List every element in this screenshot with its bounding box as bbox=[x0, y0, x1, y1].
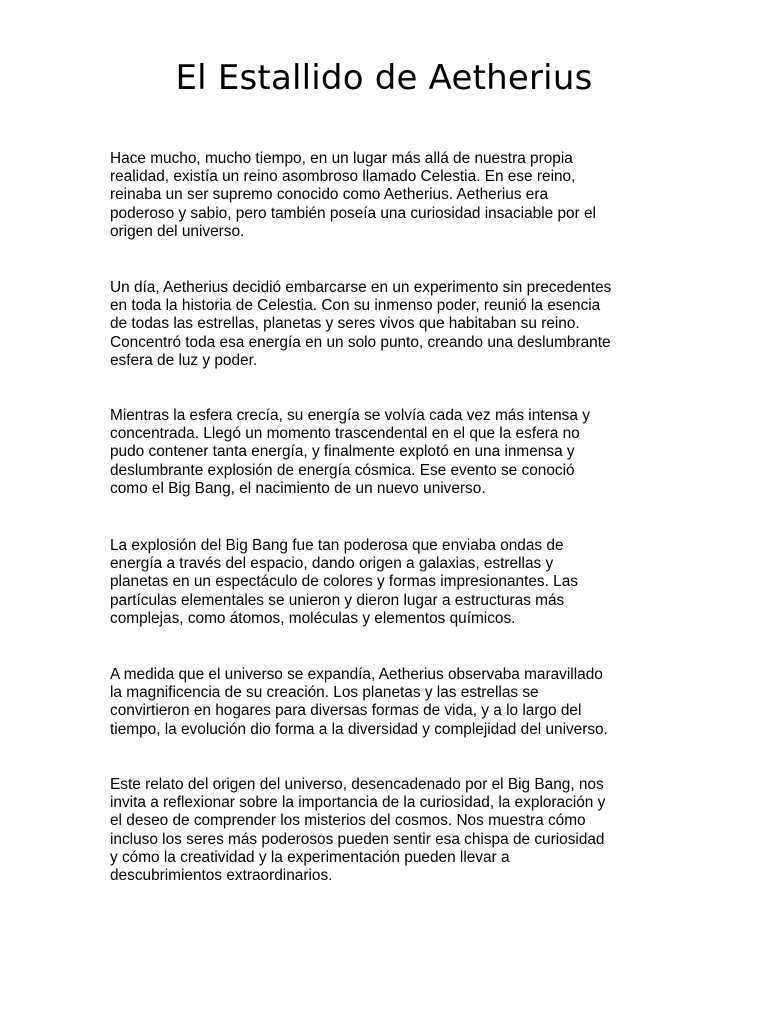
paragraph-6: Este relato del origen del universo, desencadenado por el Big Bang, nos invita a reflexionar sobre la importancia de la curiosidad, la exploración y el deseo de comprender los misterios del cosmos. Nos muestra cómo incluso los seres más poderosos pueden sentir esa chispa de curiosidad y cómo la creatividad y la experimentación pueden llevar a descubrimientos extraordinarios. bbox=[110, 776, 606, 885]
paragraph-4: La explosión del Big Bang fue tan poderosa que enviaba ondas de energía a través del espacio, dando origen a galaxias, estrellas y planetas en un espectáculo de colores y formas impresionantes. Las partículas elementales se unieron y dieron lugar a estructuras más complejas, como átomos, moléculas y elementos químicos. bbox=[110, 537, 578, 627]
paragraph-2: Un día, Aetherius decidió embarcarse en un experimento sin precedentes en toda la historia de Celestia. Con su inmenso poder, reunió la esencia de todas las estrellas, planetas y seres vivos que habitaban su reino. Concentró toda esa energía en un solo punto, creando una deslumbrante esfera de luz y poder. bbox=[110, 279, 612, 369]
document-title: El Estallido de Aetherius bbox=[175, 58, 593, 98]
paragraph-3: Mientras la esfera crecía, su energía se volvía cada vez más intensa y concentrada. Llegó un momento trascendental en el que la esfera no pudo contener tanta energía, y finalmente explotó en una inmensa y deslumbrante explosión de energía cósmica. Ese evento se conoció como el Big Bang, el nacimiento de un nuevo universo. bbox=[110, 407, 590, 497]
paragraph-5: A medida que el universo se expandía, Aetherius observaba maravillado la magnificencia de su creación. Los planetas y las estrellas se convirtieron en hogares para diversas formas de vida, y a lo largo del tiempo, la evolución dio forma a la diversidad y complejidad del universo. bbox=[110, 666, 608, 738]
paragraph-1: Hace mucho, mucho tiempo, en un lugar más allá de nuestra propia realidad, existía un reino asombroso llamado Celestia. En ese reino, reinaba un ser supremo conocido como Aetherius. Aetherius era poderoso y sabio, pero también poseía una curiosidad insaciable por el origen del universo. bbox=[110, 150, 596, 240]
